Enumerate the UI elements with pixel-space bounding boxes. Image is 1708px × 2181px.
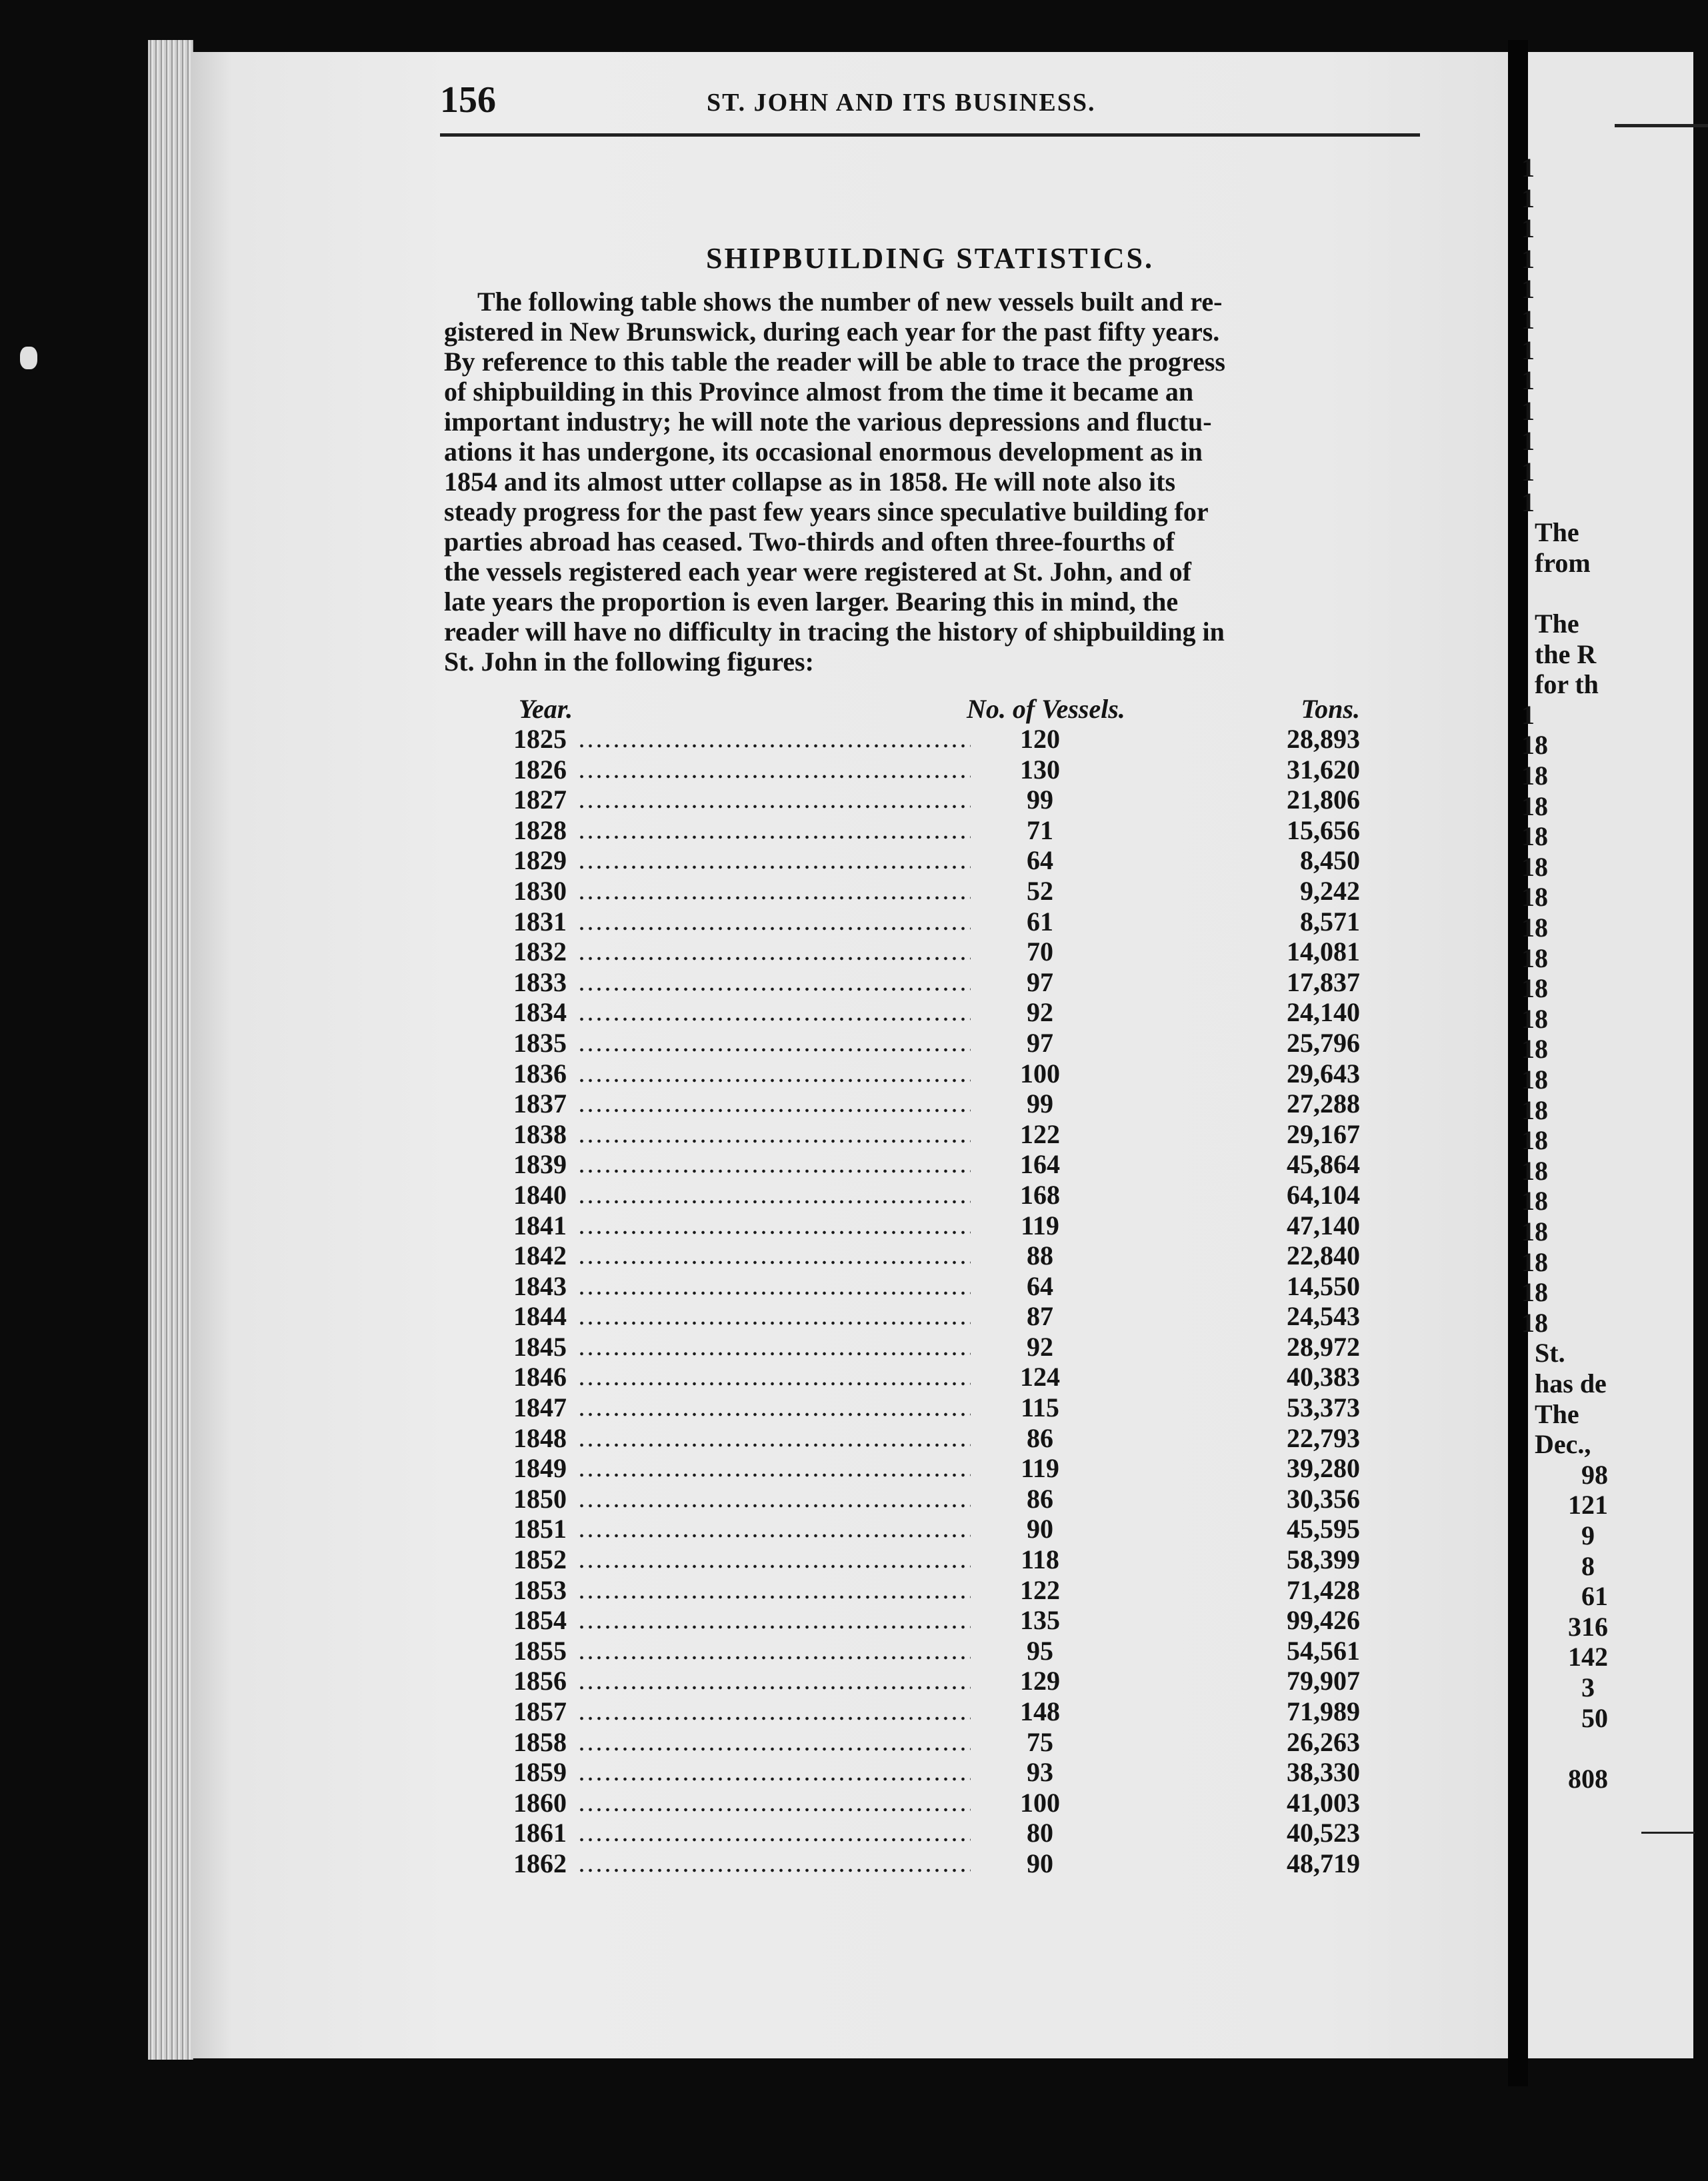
right-page-fragment: The [1535,1398,1579,1429]
table-row [507,876,1373,907]
cell-year: 1832 [513,937,567,967]
cell-tons: 21,806 [1287,785,1360,815]
dot-leader [577,835,971,839]
cell-tons: 24,543 [1287,1301,1360,1332]
cell-year: 1856 [513,1666,567,1696]
dot-leader [577,1017,971,1021]
right-page-fragment: 1 [1521,457,1535,487]
table-row [507,1149,1373,1180]
cell-year: 1846 [513,1362,567,1392]
intro-line: reader will have no difficulty in tracing the history of shipbuilding in [444,617,1225,647]
cell-tons: 45,595 [1287,1514,1360,1544]
cell-tons: 71,428 [1287,1574,1360,1605]
dot-leader [577,1473,971,1477]
cell-vessels: 119 [1021,1210,1059,1240]
cell-tons: 45,864 [1287,1149,1360,1180]
table-row [507,1423,1373,1454]
cell-vessels: 64 [1027,845,1053,876]
right-page-fragment: Dec., [1535,1429,1591,1460]
right-page-fragment: 18 [1521,1155,1548,1186]
right-page-fragment: 1 [1521,487,1535,517]
right-page-fragment: 18 [1521,1186,1548,1216]
cell-tons: 14,081 [1287,937,1360,967]
cell-year: 1844 [513,1301,567,1332]
cell-tons: 25,796 [1287,1027,1360,1058]
right-page-fragment: 1 [1521,426,1535,457]
cell-year: 1838 [513,1118,567,1149]
right-page-fragment: 1 [1521,274,1535,305]
cell-tons: 17,837 [1287,967,1360,997]
cell-tons: 28,893 [1287,724,1360,754]
cell-year: 1834 [513,997,567,1028]
cell-tons: 15,656 [1287,815,1360,845]
cell-vessels: 115 [1021,1392,1059,1423]
right-page-fragment: 18 [1521,791,1548,821]
intro-line: steady progress for the past few years since speculative building for [444,497,1209,527]
table-row [507,1119,1373,1150]
right-page-fragment: 18 [1521,761,1548,791]
dot-leader [577,1108,971,1112]
dot-leader [577,1747,971,1751]
cell-year: 1840 [513,1179,567,1210]
section-title: SHIPBUILDING STATISTICS. [706,242,1154,275]
dot-leader [577,1382,971,1386]
dot-leader [577,865,971,869]
right-page-fragment: 1 [1521,335,1535,365]
ink-blot [20,347,37,369]
cell-vessels: 130 [1020,754,1060,785]
right-page-fragment: The [1535,517,1579,548]
cell-tons: 48,719 [1287,1848,1360,1878]
right-page-fragment: 316 [1568,1611,1608,1642]
intro-line: of shipbuilding in this Province almost from the time it became an [444,377,1194,407]
cell-year: 1827 [513,785,567,815]
right-page-fragment: for th [1535,669,1599,700]
dot-leader [577,1777,971,1781]
cell-year: 1849 [513,1453,567,1484]
cell-vessels: 122 [1020,1574,1060,1605]
cell-year: 1858 [513,1726,567,1757]
intro-paragraph [444,287,1424,677]
cell-vessels: 90 [1027,1514,1053,1544]
cell-tons: 22,840 [1287,1240,1360,1271]
right-page-fragment: 18 [1521,1065,1548,1094]
book-page-edges [148,40,193,2060]
cell-vessels: 118 [1021,1544,1059,1575]
cell-vessels: 100 [1020,1058,1060,1089]
right-page-fragment: 18 [1521,973,1548,1004]
table-row [507,1544,1373,1575]
cell-year: 1845 [513,1331,567,1362]
dot-leader [577,1139,971,1143]
table-row [507,1696,1373,1727]
table-row [507,1575,1373,1606]
cell-year: 1848 [513,1422,567,1453]
dot-leader [577,1808,971,1812]
cell-year: 1850 [513,1483,567,1514]
cell-tons: 29,643 [1287,1058,1360,1089]
cell-year: 1857 [513,1696,567,1726]
intro-line: parties abroad has ceased. Two-thirds and often three-fourths of [444,527,1175,557]
cell-tons: 99,426 [1287,1605,1360,1636]
dot-leader [577,1868,971,1872]
intro-line: The following table shows the number of new vessels built and re- [477,287,1223,317]
cell-vessels: 168 [1020,1179,1060,1210]
cell-year: 1855 [513,1635,567,1666]
table-row [507,937,1373,967]
dot-leader [577,1260,971,1264]
dot-leader [577,1412,971,1416]
dot-leader [577,1291,971,1295]
cell-vessels: 119 [1021,1453,1059,1484]
right-page-fragment: 18 [1521,913,1548,943]
right-page-fragment: The [1535,609,1579,639]
cell-tons: 47,140 [1287,1210,1360,1240]
right-page-fragment: 18 [1521,1034,1548,1065]
cell-tons: 29,167 [1287,1118,1360,1149]
intro-line: 1854 and its almost utter collapse as in 1858. He will note also its [444,467,1176,497]
cell-vessels: 61 [1027,906,1053,937]
table-row [507,907,1373,937]
right-page-fragment: 18 [1521,1003,1548,1034]
dot-leader [577,1169,971,1173]
right-page-fragment: 1 [1521,213,1535,244]
cell-vessels: 86 [1027,1483,1053,1514]
dot-leader [577,896,971,900]
dot-leader [577,987,971,991]
right-page-fragment: 1 [1521,305,1535,335]
cell-year: 1842 [513,1240,567,1271]
cell-year: 1843 [513,1270,567,1301]
cell-vessels: 92 [1027,997,1053,1028]
dot-leader [577,1595,971,1599]
cell-vessels: 124 [1020,1362,1060,1392]
cell-year: 1851 [513,1514,567,1544]
right-page-fragment: 18 [1521,1094,1548,1125]
cell-tons: 39,280 [1287,1453,1360,1484]
table-row [507,755,1373,785]
intro-line: St. John in the following figures: [444,647,814,677]
cell-vessels: 75 [1027,1726,1053,1757]
right-page-fragment: 1 [1521,243,1535,274]
cell-tons: 40,523 [1287,1818,1360,1848]
cell-tons: 79,907 [1287,1666,1360,1696]
table-row [507,1240,1373,1271]
table-row [507,1727,1373,1758]
cell-year: 1852 [513,1544,567,1575]
column-header-vessels: No. of Vessels. [967,694,1125,724]
table-row [507,1818,1373,1848]
cell-vessels: 135 [1020,1605,1060,1636]
right-page-fragment: 121 [1568,1490,1608,1520]
cell-tons: 30,356 [1287,1483,1360,1514]
right-page-fragment: 1 [1521,153,1535,183]
right-page-fragment: 98 [1581,1459,1608,1490]
table-row [507,997,1373,1028]
table-row [507,1332,1373,1362]
cell-tons: 24,140 [1287,997,1360,1028]
header-rule [440,133,1420,137]
table-row [507,1514,1373,1544]
table-row [507,1059,1373,1089]
cell-vessels: 64 [1027,1270,1053,1301]
right-page-fragment: 142 [1568,1642,1608,1672]
table-row [507,1666,1373,1696]
cell-year: 1862 [513,1848,567,1878]
table-row [507,1180,1373,1210]
cell-vessels: 93 [1027,1757,1053,1788]
cell-year: 1839 [513,1149,567,1180]
table-row [507,1089,1373,1119]
cell-year: 1859 [513,1757,567,1788]
running-title: ST. JOHN AND ITS BUSINESS. [707,89,1096,117]
column-header-tons: Tons. [1301,694,1360,724]
table-row [507,1636,1373,1666]
page-number: 156 [440,79,496,121]
cell-tons: 64,104 [1287,1179,1360,1210]
cell-vessels: 80 [1027,1818,1053,1848]
dot-leader [577,957,971,961]
cell-tons: 41,003 [1287,1787,1360,1818]
cell-tons: 14,550 [1287,1270,1360,1301]
cell-vessels: 86 [1027,1422,1053,1453]
cell-vessels: 99 [1027,785,1053,815]
cell-year: 1854 [513,1605,567,1636]
dot-leader [577,775,971,779]
right-page-fragment: St. [1535,1338,1565,1368]
dot-leader [577,1048,971,1052]
cell-vessels: 97 [1027,1027,1053,1058]
cell-vessels: 87 [1027,1301,1053,1332]
intro-line: important industry; he will note the various depressions and fluctu- [444,407,1212,437]
table-row [507,1362,1373,1392]
cell-vessels: 90 [1027,1848,1053,1878]
right-page-fragment: 1 [1521,365,1535,396]
right-page-fragment: 1 [1521,395,1535,426]
right-page [1521,52,1693,2058]
right-page-fragment: 1 [1521,699,1535,730]
intro-line: the vessels registered each year were registered at St. John, and of [444,557,1191,587]
right-page-fragment: 61 [1581,1581,1608,1612]
dot-leader [577,805,971,809]
right-page-fragment: 18 [1521,1277,1548,1308]
cell-vessels: 148 [1020,1696,1060,1726]
cell-tons: 26,263 [1287,1726,1360,1757]
table-row [507,815,1373,846]
cell-year: 1841 [513,1210,567,1240]
cell-tons: 22,793 [1287,1422,1360,1453]
right-page-fragment: 808 [1568,1763,1608,1794]
cell-tons: 40,383 [1287,1362,1360,1392]
cell-tons: 38,330 [1287,1757,1360,1788]
column-header-year: Year. [519,694,573,724]
right-page-fragment: 18 [1521,730,1548,761]
cell-vessels: 70 [1027,937,1053,967]
cell-year: 1826 [513,754,567,785]
cell-year: 1837 [513,1089,567,1119]
intro-line: late years the proportion is even larger. Bearing this in mind, the [444,587,1179,617]
cell-year: 1828 [513,815,567,845]
cell-vessels: 52 [1027,875,1053,906]
right-page-fragment: 1 [1521,183,1535,213]
dot-leader [577,1534,971,1538]
table-row [507,1848,1373,1879]
cell-year: 1831 [513,906,567,937]
cell-tons: 28,972 [1287,1331,1360,1362]
dot-leader [577,1564,971,1568]
right-page-fragment: 18 [1521,851,1548,882]
right-page-fragment: 18 [1521,821,1548,852]
intro-line: ations it has undergone, its occasional enormous development as in [444,437,1203,467]
right-page-fragment: 18 [1521,1246,1548,1277]
right-page-fragment: 9 [1581,1520,1595,1550]
cell-year: 1829 [513,845,567,876]
table-row [507,967,1373,998]
cell-tons: 8,571 [1300,906,1360,937]
table-header [507,693,1373,724]
table-row [507,1605,1373,1636]
right-page-fragment: 18 [1521,1125,1548,1156]
cell-vessels: 92 [1027,1331,1053,1362]
table-row [507,724,1373,755]
cell-tons: 53,373 [1287,1392,1360,1423]
dot-leader [577,1443,971,1447]
cell-year: 1825 [513,724,567,754]
shipbuilding-table [507,693,1373,1879]
cell-tons: 54,561 [1287,1635,1360,1666]
table-row [507,1028,1373,1059]
cell-vessels: 120 [1020,724,1060,754]
cell-year: 1835 [513,1027,567,1058]
cell-vessels: 122 [1020,1118,1060,1149]
table-row [507,1210,1373,1241]
right-page-fragment: 8 [1581,1550,1595,1581]
cell-vessels: 129 [1020,1666,1060,1696]
dot-leader [577,1200,971,1204]
cell-vessels: 71 [1027,815,1053,845]
cell-tons: 9,242 [1300,875,1360,906]
dot-leader [577,927,971,931]
table-row [507,1271,1373,1302]
right-page-fragment: 18 [1521,1307,1548,1338]
dot-leader [577,1321,971,1325]
table-row [507,1392,1373,1423]
table-row [507,1788,1373,1818]
table-row [507,845,1373,876]
table-row [507,785,1373,815]
table-body [507,724,1373,1879]
cell-vessels: 99 [1027,1089,1053,1119]
table-row [507,1484,1373,1514]
right-page-fragment: 18 [1521,1216,1548,1246]
table-row [507,1301,1373,1332]
cell-vessels: 95 [1027,1635,1053,1666]
cell-tons: 58,399 [1287,1544,1360,1575]
table-row [507,1453,1373,1484]
intro-line: By reference to this table the reader will be able to trace the progress [444,347,1225,377]
cell-year: 1833 [513,967,567,997]
right-page-fragment: 50 [1581,1702,1608,1733]
right-page-fragment: 18 [1521,882,1548,913]
right-page-fragment: 3 [1581,1672,1595,1702]
cell-vessels: 164 [1020,1149,1060,1180]
cell-vessels: 100 [1020,1787,1060,1818]
dot-leader [577,1079,971,1083]
cell-tons: 8,450 [1300,845,1360,876]
right-page-fragment: the R [1535,639,1597,669]
cell-vessels: 97 [1027,967,1053,997]
right-page-fragment: 18 [1521,943,1548,973]
dot-leader [577,1625,971,1629]
cell-tons: 71,989 [1287,1696,1360,1726]
cell-tons: 27,288 [1287,1089,1360,1119]
cell-year: 1860 [513,1787,567,1818]
cell-year: 1847 [513,1392,567,1423]
cell-tons: 31,620 [1287,754,1360,785]
dot-leader [577,1838,971,1842]
cell-vessels: 88 [1027,1240,1053,1271]
dot-leader [577,1230,971,1234]
table-row [507,1757,1373,1788]
dot-leader [577,1352,971,1356]
cell-year: 1853 [513,1574,567,1605]
dot-leader [577,1686,971,1690]
dot-leader [577,744,971,748]
right-page-sum-rule [1641,1832,1695,1834]
dot-leader [577,1716,971,1720]
cell-year: 1861 [513,1818,567,1848]
cell-year: 1836 [513,1058,567,1089]
intro-line: gistered in New Brunswick, during each year for the past fifty years. [444,317,1220,347]
right-page-fragment: from [1535,547,1591,578]
dot-leader [577,1504,971,1508]
right-page-header-rule [1615,124,1708,127]
cell-year: 1830 [513,875,567,906]
dot-leader [577,1656,971,1660]
right-page-fragment: has de [1535,1368,1607,1398]
